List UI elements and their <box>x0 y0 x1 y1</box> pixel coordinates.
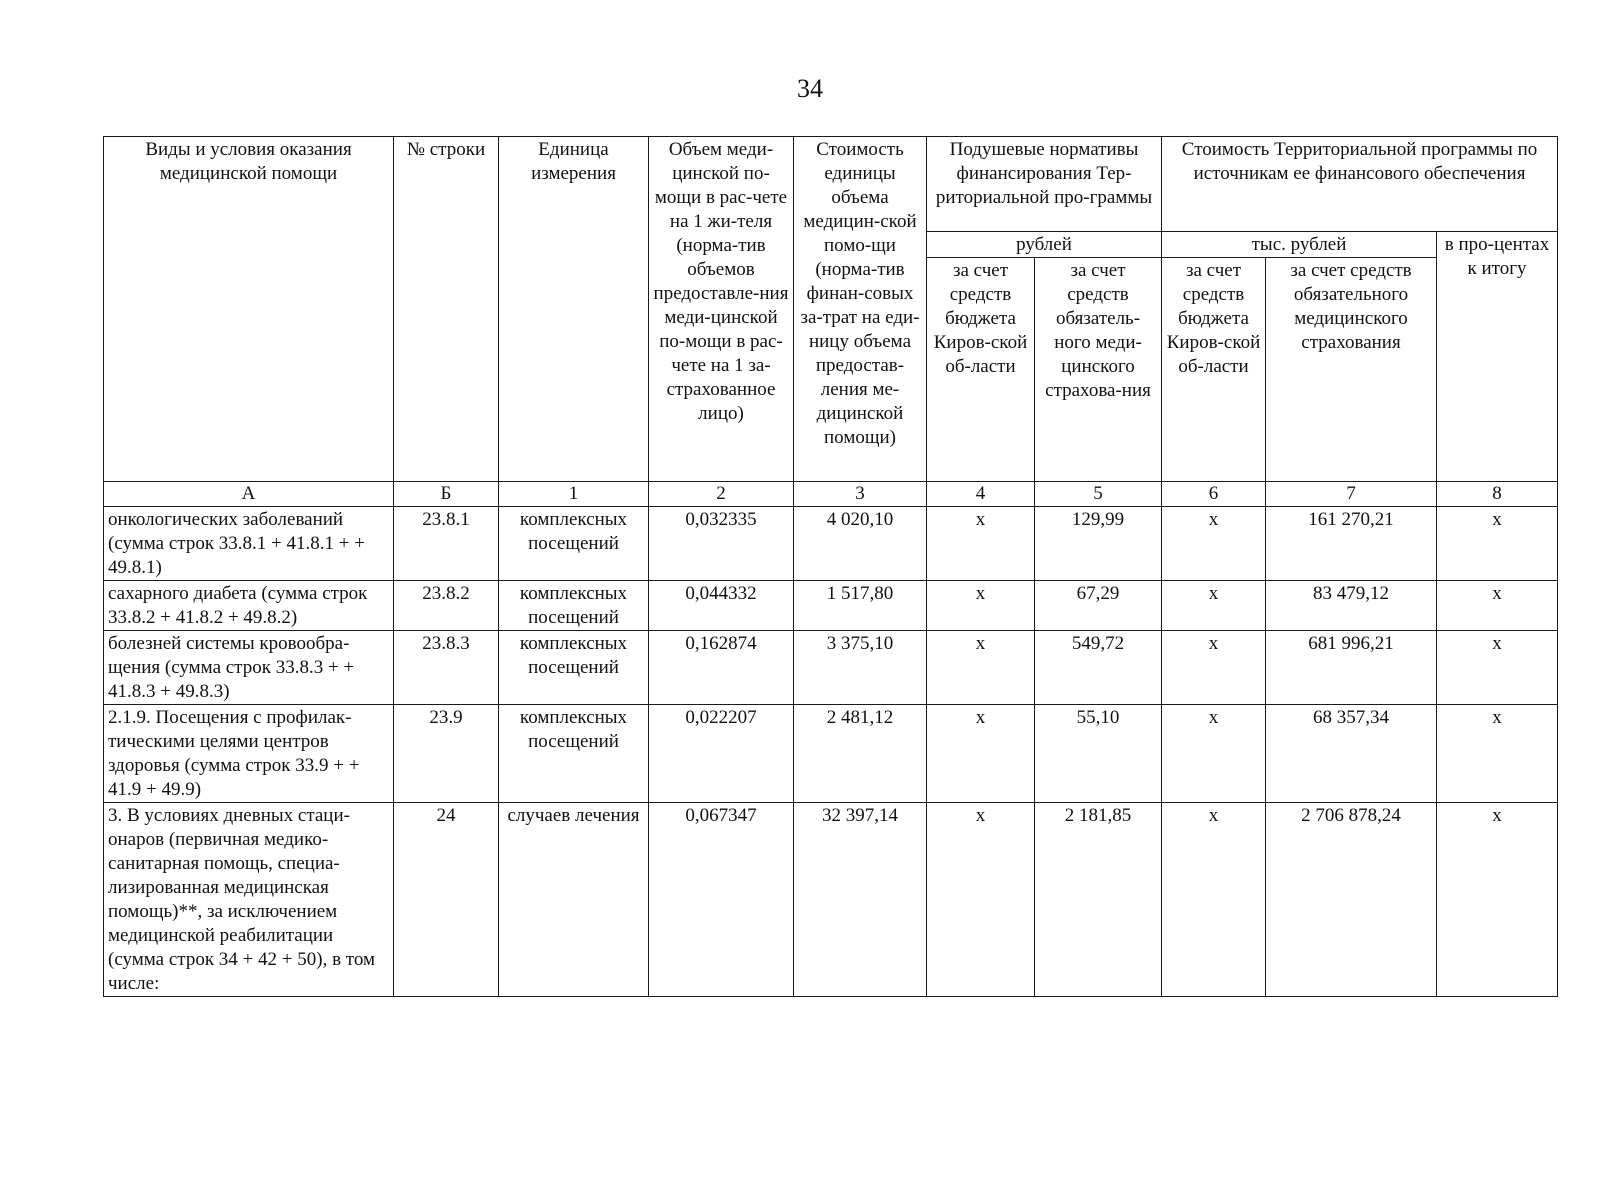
row-percent: х <box>1437 581 1558 631</box>
column-number: 8 <box>1437 482 1558 507</box>
header-group-per-capita: Подушевые нормативы финансирования Тер-риториальной про-граммы <box>927 137 1162 232</box>
row-volume: 0,044332 <box>649 581 794 631</box>
header-unit-thous-rub: тыс. рублей <box>1162 232 1437 258</box>
header-col-8: в про-центах к итогу <box>1437 232 1558 482</box>
row-budget-cost: х <box>1162 803 1266 997</box>
row-description: онкологических заболеваний (сумма строк 33.8.1 + 41.8.1 + + 49.8.1) <box>104 507 394 581</box>
header-col-5: за счет средств обязатель-ного меди-цинского страхова-ния <box>1035 258 1162 482</box>
header-col-6: за счет средств бюджета Киров-ской об-ласти <box>1162 258 1266 482</box>
row-volume: 0,162874 <box>649 631 794 705</box>
column-number: А <box>104 482 394 507</box>
column-number: 4 <box>927 482 1035 507</box>
row-oms-cost: 68 357,34 <box>1266 705 1437 803</box>
row-unit-cost: 3 375,10 <box>794 631 927 705</box>
table-row <box>104 803 1558 997</box>
row-volume: 0,022207 <box>649 705 794 803</box>
row-volume: 0,032335 <box>649 507 794 581</box>
table-row <box>104 631 1558 705</box>
row-budget-cost: х <box>1162 705 1266 803</box>
financing-table <box>103 136 1558 997</box>
row-budget-per-capita: х <box>927 581 1035 631</box>
row-unit-cost: 1 517,80 <box>794 581 927 631</box>
header-group-cost: Стоимость Территориальной программы по источникам ее финансового обеспечения <box>1162 137 1558 232</box>
row-budget-per-capita: х <box>927 803 1035 997</box>
column-number: 7 <box>1266 482 1437 507</box>
row-oms-per-capita: 549,72 <box>1035 631 1162 705</box>
row-oms-per-capita: 129,99 <box>1035 507 1162 581</box>
row-oms-cost: 681 996,21 <box>1266 631 1437 705</box>
header-col-3: Стоимость единицы объема медицин-ской помо-щи (норма-тив финан-совых за-трат на еди-ницу объема предостав-ления ме-дицинской помощи) <box>794 137 927 482</box>
row-oms-cost: 83 479,12 <box>1266 581 1437 631</box>
row-unit: комплексных посещений <box>499 507 649 581</box>
column-number: 2 <box>649 482 794 507</box>
row-budget-per-capita: х <box>927 631 1035 705</box>
column-number: 3 <box>794 482 927 507</box>
row-unit: случаев лечения <box>499 803 649 997</box>
row-description: 2.1.9. Посещения с профилак-тическими целями центров здоровья (сумма строк 33.9 + + 41.9 + 49.9) <box>104 705 394 803</box>
row-budget-per-capita: х <box>927 705 1035 803</box>
row-oms-per-capita: 2 181,85 <box>1035 803 1162 997</box>
header-unit-rub: рублей <box>927 232 1162 258</box>
page-number: 34 <box>797 74 823 103</box>
column-number: 6 <box>1162 482 1266 507</box>
table-row <box>104 705 1558 803</box>
row-description: болезней системы кровообра-щения (сумма строк 33.8.3 + + 41.8.3 + 49.8.3) <box>104 631 394 705</box>
header-col-b: № строки <box>394 137 499 482</box>
row-number: 23.8.3 <box>394 631 499 705</box>
table-row <box>104 581 1558 631</box>
row-unit-cost: 32 397,14 <box>794 803 927 997</box>
header-col-1: Единица измерения <box>499 137 649 482</box>
column-number: 5 <box>1035 482 1162 507</box>
row-volume: 0,067347 <box>649 803 794 997</box>
row-number: 23.9 <box>394 705 499 803</box>
row-oms-cost: 161 270,21 <box>1266 507 1437 581</box>
row-number: 24 <box>394 803 499 997</box>
header-col-a: Виды и условия оказания медицинской помощи <box>104 137 394 482</box>
header-col-7: за счет средств обязательного медицинского страхования <box>1266 258 1437 482</box>
row-description: сахарного диабета (сумма строк 33.8.2 + 41.8.2 + 49.8.2) <box>104 581 394 631</box>
row-oms-per-capita: 55,10 <box>1035 705 1162 803</box>
row-unit-cost: 4 020,10 <box>794 507 927 581</box>
row-percent: х <box>1437 507 1558 581</box>
row-percent: х <box>1437 705 1558 803</box>
row-percent: х <box>1437 631 1558 705</box>
column-number-row <box>104 482 1558 507</box>
row-percent: х <box>1437 803 1558 997</box>
row-unit: комплексных посещений <box>499 581 649 631</box>
header-row-1 <box>104 137 1558 232</box>
column-number: Б <box>394 482 499 507</box>
column-number: 1 <box>499 482 649 507</box>
header-col-4: за счет средств бюджета Киров-ской об-ласти <box>927 258 1035 482</box>
row-number: 23.8.2 <box>394 581 499 631</box>
row-budget-cost: х <box>1162 631 1266 705</box>
header-col-2: Объем меди-цинской по-мощи в рас-чете на 1 жи-теля (норма-тив объемов предоставле-ния меди-цинской по-мощи в рас-чете на 1 за-страхованное лицо) <box>649 137 794 482</box>
row-oms-cost: 2 706 878,24 <box>1266 803 1437 997</box>
row-budget-per-capita: х <box>927 507 1035 581</box>
row-budget-cost: х <box>1162 581 1266 631</box>
row-number: 23.8.1 <box>394 507 499 581</box>
row-budget-cost: х <box>1162 507 1266 581</box>
row-unit: комплексных посещений <box>499 631 649 705</box>
table-row <box>104 507 1558 581</box>
row-unit-cost: 2 481,12 <box>794 705 927 803</box>
row-description: 3. В условиях дневных стаци-онаров (первичная медико-санитарная помощь, специа-лизированная медицинская помощь)**, за исключением медицинской реабилитации (сумма строк 34 + 42 + 50), в том числе: <box>104 803 394 997</box>
row-oms-per-capita: 67,29 <box>1035 581 1162 631</box>
row-unit: комплексных посещений <box>499 705 649 803</box>
